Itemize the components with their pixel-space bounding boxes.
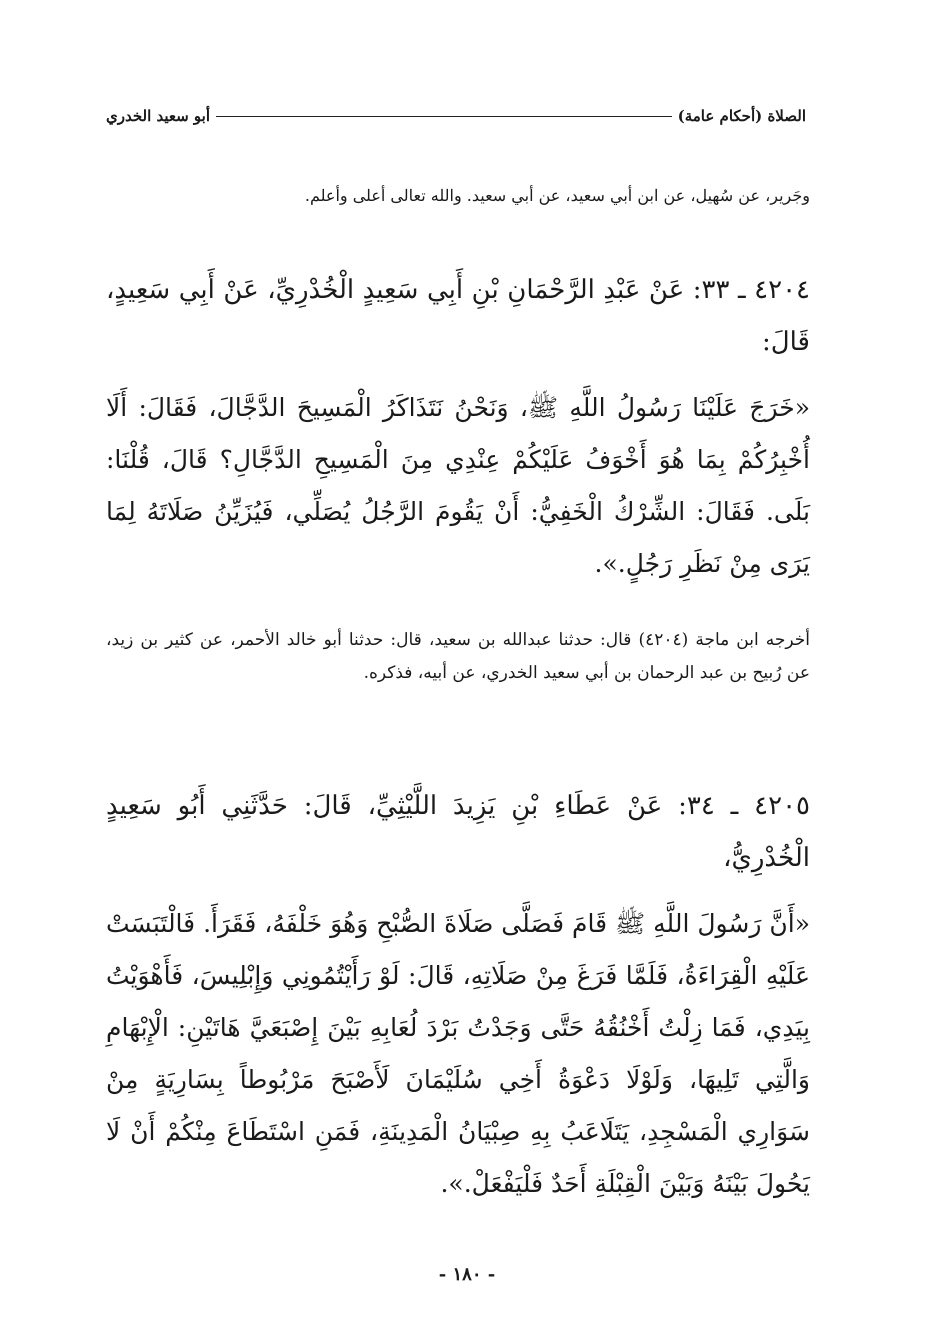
header-narrator-title: أبو سعيد الخدري [106, 107, 211, 125]
page-number: - ١٨٠ - [438, 1264, 496, 1285]
hadith-4205-text: «أَنَّ رَسُولَ اللَّهِ ﷺ قَامَ فَصَلَّى صَلَاةَ الصُّبْحِ وَهُوَ خَلْفَهُ، فَقَرَأَ. فَالْتَبَسَتْ عَلَيْهِ الْقِرَاءَةُ، فَلَمَّا فَرَغَ مِنْ صَلَاتِهِ، قَالَ: لَوْ رَأَيْتُمُونِي وَإِبْلِيسَ، فَأَهْوَيْتُ بِيَدِي، فَمَا زِلْتُ أَخْنُقُهُ حَتَّى وَجَدْتُ بَرْدَ لُعَابِهِ بَيْنَ إِصْبَعَيَّ هَاتَيْنِ: الْإِبْهَامِ وَالَّتِي تَلِيهَا، وَلَوْلَا دَعْوَةُ أَخِي سُلَيْمَانَ لَأَصْبَحَ مَرْبُوطاً بِسَارِيَةٍ مِنْ سَوَارِي الْمَسْجِدِ، يَتَلَاعَبُ بِهِ صِبْيَانُ الْمَدِينَةِ، فَمَنِ اسْتَطَاعَ مِنْكُمْ أَنْ لَا يَحُولَ بَيْنَهُ وَبَيْنَ الْقِبْلَةِ أَحَدٌ فَلْيَفْعَلْ.». [106, 909, 810, 1198]
header-rule [216, 116, 672, 117]
intro-text: وجَرير، عن سُهيل، عن ابن أبي سعيد، عن أبي سعيد. والله تعالى أعلى وأعلم. [304, 186, 810, 205]
hadith-4204-source: أخرجه ابن ماجة (٤٢٠٤) قال: حدثنا عبدالله بن سعيد، قال: حدثنا أبو خالد الأحمر، عن كثير بن زيد، عن رُبيح بن عبد الرحمان بن أبي سعيد الخدري، عن أبيه، فذكره. [106, 630, 810, 683]
header-chapter-title: الصلاة (أحكام عامة) [677, 107, 806, 125]
hadith-4205-heading: ٤٢٠٥ ـ ٣٤: عَنْ عَطَاءِ بْنِ يَزِيدَ اللَّيْثِيِّ، قَالَ: حَدَّثَنِي أَبُو سَعِيدٍ الْخُدْرِيُّ، [106, 791, 811, 873]
running-header [106, 104, 806, 128]
hadith-4204-heading: ٤٢٠٤ ـ ٣٣: عَنْ عَبْدِ الرَّحْمَانِ بْنِ أَبِي سَعِيدٍ الْخُدْرِيِّ، عَنْ أَبِي سَعِيدٍ، قَالَ: [106, 275, 810, 357]
hadith-4204-text: «خَرَجَ عَلَيْنَا رَسُولُ اللَّهِ ﷺ، وَنَحْنُ نَتَذَاكَرُ الْمَسِيحَ الدَّجَّالَ، فَقَالَ: أَلَا أُخْبِرُكُمْ بِمَا هُوَ أَخْوَفُ عَلَيْكُمْ عِنْدِي مِنَ الْمَسِيحِ الدَّجَّالِ؟ قَالَ، قُلْنَا: بَلَى. فَقَالَ: الشِّرْكُ الْخَفِيُّ: أَنْ يَقُومَ الرَّجُلُ يُصَلِّي، فَيُزَيِّنُ صَلَاتَهُ لِمَا يَرَى مِنْ نَظَرِ رَجُلٍ.». [106, 393, 810, 578]
